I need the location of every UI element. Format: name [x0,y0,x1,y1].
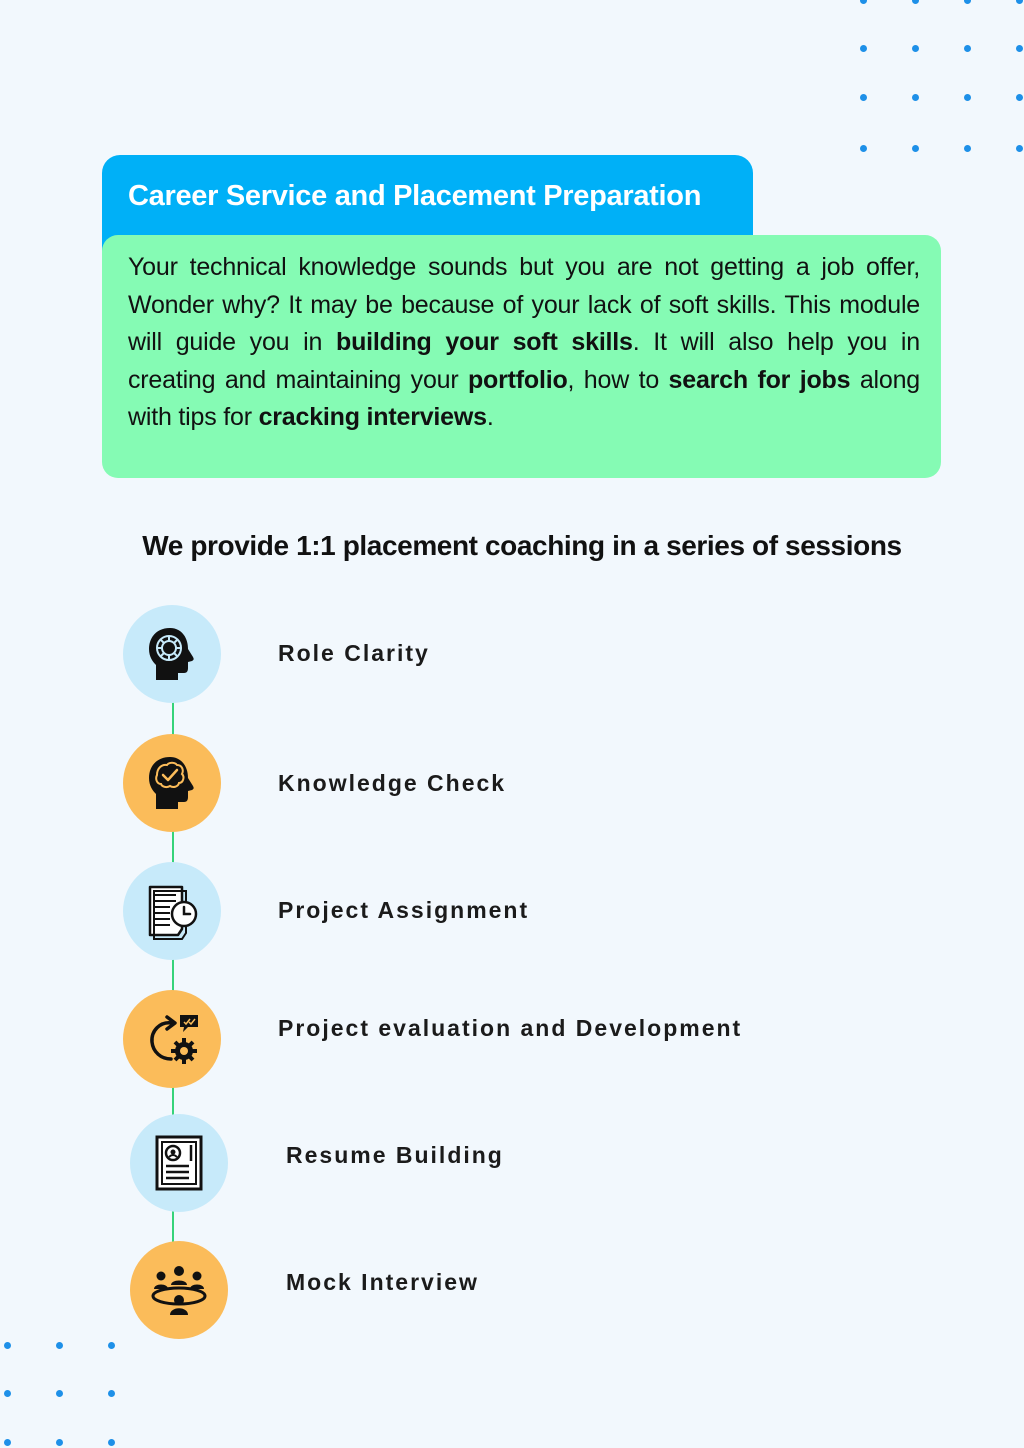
page-title: Career Service and Placement Preparation [128,180,702,212]
step-label-role-clarity: Role Clarity [278,640,430,666]
resume-icon [147,1131,211,1195]
group-meeting-icon [147,1258,211,1322]
dot [912,0,919,4]
step-label-project-assignment: Project Assignment [278,897,530,923]
dot [860,45,867,52]
intro-text-segment: . It will also help you in creating and maintaining your [128,328,920,394]
sessions-heading: We provide 1:1 placement coaching in a series of sessions [142,530,902,561]
dot [964,0,971,4]
intro-highlight: building your soft skills [336,328,633,356]
dot [56,1390,63,1397]
step-icon-circle [130,1114,228,1212]
dot [4,1342,11,1349]
brain-check-icon [140,751,204,815]
dot [912,145,919,152]
dot [56,1342,63,1349]
dot [964,45,971,52]
step-label-resume-building: Resume Building [286,1142,504,1168]
intro-highlight: cracking interviews [258,403,487,431]
step-icon-circle [123,605,221,703]
step-icon-circle [123,734,221,832]
dot [1016,94,1023,101]
intro-paragraph [128,249,920,437]
step-label-project-evaluation: Project evaluation and Development [278,1015,743,1041]
cycle-gear-icon [140,1007,204,1071]
document-clock-icon [140,879,204,943]
dot [1016,145,1023,152]
head-gear-icon [140,622,204,686]
dot [1016,0,1023,4]
intro-highlight: search for jobs [668,365,851,394]
dot [108,1390,115,1397]
step-icon-circle [123,862,221,960]
dot [56,1439,63,1446]
dot [912,45,919,52]
dot [1016,45,1023,52]
dot [4,1390,11,1397]
intro-text-segment: along with tips for [128,365,920,431]
dot [108,1439,115,1446]
dot [964,94,971,101]
step-icon-circle [130,1241,228,1339]
dot [912,94,919,101]
intro-text-segment: Your technical knowledge sounds but you are not getting a job offer, Wonder why? It may be because of your lack of soft skills. This module will guide you in [128,253,920,356]
intro-text-segment: , how to [567,365,669,394]
step-label-knowledge-check: Knowledge Check [278,770,507,796]
intro-box [102,235,941,478]
dot [4,1439,11,1446]
intro-text-segment: . [486,403,494,431]
dot [860,94,867,101]
step-icon-circle [123,990,221,1088]
dot [860,0,867,4]
step-label-mock-interview: Mock Interview [286,1269,479,1295]
dot [860,145,867,152]
dot [108,1342,115,1349]
dot [964,145,971,152]
intro-highlight: portfolio [467,365,568,394]
